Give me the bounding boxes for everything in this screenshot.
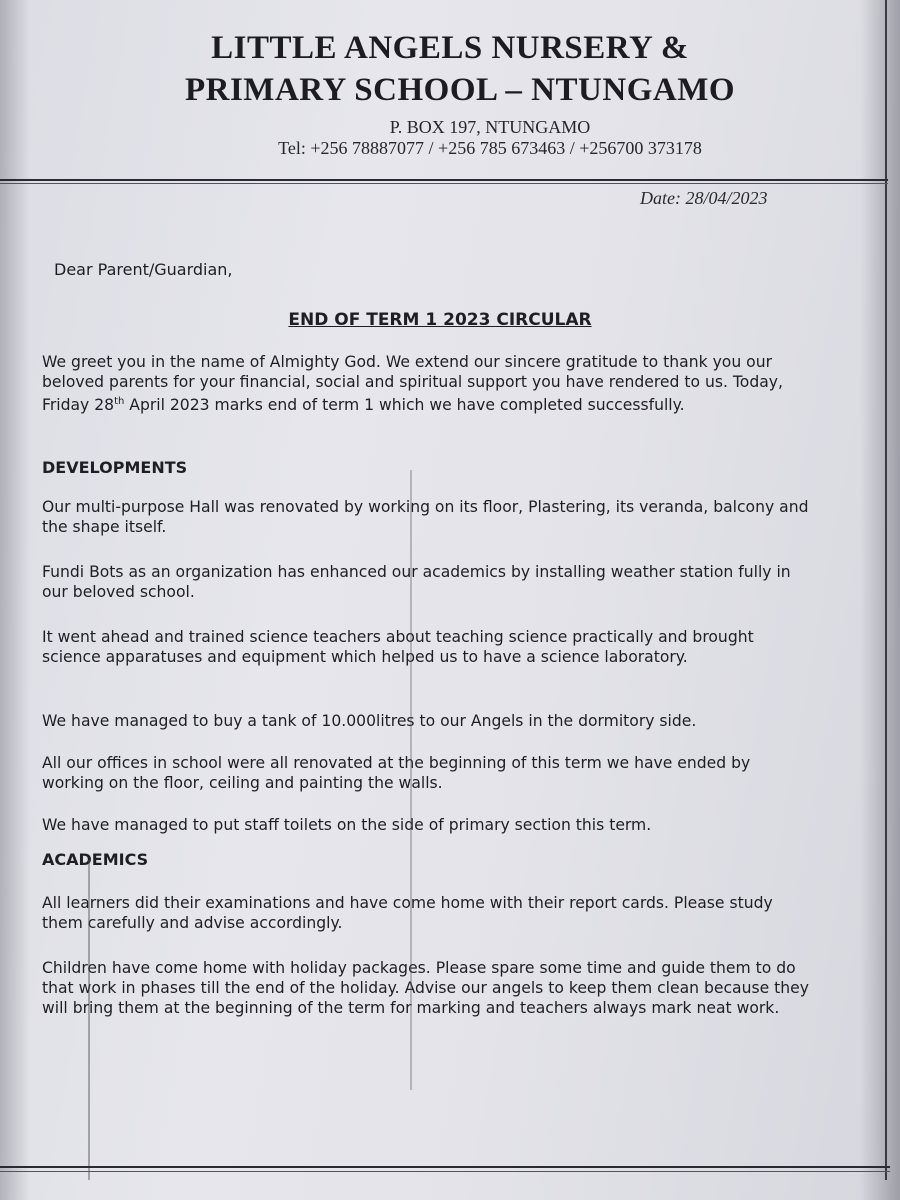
- development-paragraph: We have managed to buy a tank of 10.000litres to our Angels in the dormitory side.: [42, 712, 697, 730]
- paper-fold-line: [410, 470, 412, 1090]
- academics-heading: ACADEMICS: [42, 850, 149, 869]
- development-paragraph: It went ahead and trained science teachers about teaching science practically and brought science apparatuses and equipment which helped us to have a science laboratory.: [42, 628, 754, 666]
- intro-text-a: We greet you in the name of Almighty God. We extend our sincere gratitude to thank you our beloved parents for your financial, social and spiritual support you have rendered to us. Today, Friday 28: [42, 353, 783, 415]
- school-po-box: P. BOX 197, NTUNGAMO: [389, 117, 591, 137]
- paper-fold-line: [88, 860, 90, 1180]
- school-name-line2: PRIMARY SCHOOL – NTUNGAMO: [184, 72, 736, 108]
- salutation: Dear Parent/Guardian,: [54, 260, 233, 279]
- circular-title: END OF TERM 1 2023 CIRCULAR: [288, 310, 592, 330]
- header-divider-thin: [0, 183, 888, 184]
- circular-date: Date: 28/04/2023: [640, 188, 768, 208]
- academics-paragraph: All learners did their examinations and have come home with their report cards. Please study them carefully and advise accordingly.: [42, 894, 773, 932]
- academics-paragraph: Children have come home with holiday packages. Please spare some time and guide them to do that work in phases till the end of the holiday. Advise our angels to keep them clean because they will bring them at the beginning of the term for marking and teachers always mark neat work.: [42, 959, 809, 1017]
- school-name-line1: LITTLE ANGELS NURSERY &: [211, 30, 689, 66]
- developments-heading: DEVELOPMENTS: [42, 458, 188, 477]
- development-paragraph: Our multi-purpose Hall was renovated by working on its floor, Plastering, its veranda, balcony and the shape itself.: [42, 498, 809, 536]
- footer-divider-thin: [0, 1171, 890, 1172]
- development-paragraph: We have managed to put staff toilets on the side of primary section this term.: [42, 816, 652, 834]
- development-paragraph: All our offices in school were all renovated at the beginning of this term we have ended by working on the floor, ceiling and painting the walls.: [42, 754, 751, 792]
- footer-divider: [0, 1166, 890, 1168]
- intro-paragraph: [42, 352, 812, 415]
- school-telephone: Tel: +256 78887077 / +256 785 673463 / +256700 373178: [278, 138, 702, 158]
- header-divider: [0, 179, 888, 181]
- intro-text-b: April 2023 marks end of term 1 which we have completed successfully.: [124, 396, 685, 415]
- page-border-right: [885, 0, 887, 1180]
- intro-superscript: th: [114, 396, 125, 407]
- development-paragraph: Fundi Bots as an organization has enhanced our academics by installing weather station fully in our beloved school.: [42, 563, 791, 601]
